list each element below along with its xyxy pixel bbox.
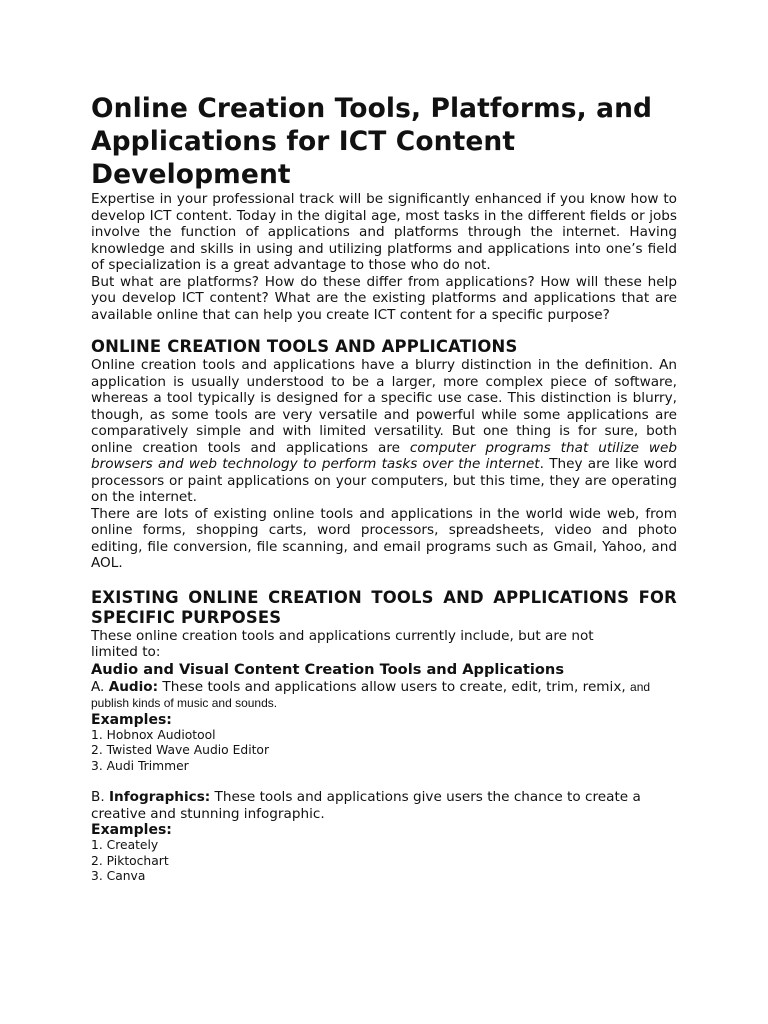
list-item: 3. Audi Trimmer	[91, 758, 189, 773]
document-page	[91, 92, 677, 885]
list-item: 1. Hobnox Audiotool	[91, 727, 216, 742]
audio-examples-list	[91, 728, 677, 775]
document-title: Online Creation Tools, Platforms, and Applications for ICT Content Development	[91, 93, 653, 190]
section2-intro-line-1: These online creation tools and applications currently include, but are not	[91, 627, 594, 644]
section1-paragraph-2: There are lots of existing online tools and applications in the world wide web, from online forms, shopping carts, word processors, spreadsheets, video and photo editing, file conversion, file scanning, and email programs such as Gmail, Yahoo, and AOL.	[91, 505, 677, 571]
infographics-examples-label: Examples:	[91, 822, 172, 838]
audio-prefix: A.	[91, 678, 109, 695]
infographics-description	[91, 789, 677, 822]
infographics-examples-list	[91, 838, 677, 885]
infographics-label: Infographics:	[108, 789, 211, 805]
intro-paragraph-1: Expertise in your professional track will be significantly enhanced if you know how to develop ICT content. Today in the digital age, most tasks in the different fields or jobs involve the function of applications and platforms through the internet. Having knowledge and skills in using and utilizing platforms and applications into one’s field of specialization is a great advantage to those who do not.	[91, 191, 677, 273]
section1-p1-italic-definition: computer programs that utilize web browsers and web technology to perform tasks over the internet	[91, 439, 677, 472]
section-heading-online-creation-tools: ONLINE CREATION TOOLS AND APPLICATIONS	[91, 337, 518, 356]
list-item: 3. Canva	[91, 869, 146, 883]
intro-paragraph-2: But what are platforms? How do these differ from applications? How will these help you develop ICT content? What are the existing platforms and applications that are available online that can help you create ICT content for a specific purpose?	[91, 273, 677, 323]
infographics-text: These tools and applications give users the chance to create a creative and stunning infographic.	[91, 789, 641, 822]
section1-p1-text-before: Online creation tools and applications have a blurry distinction in the definition. An application is usually understood to be a larger, more complex piece of software, whereas a tool typically is designed for a specific use case. This distinction is blurry, though, as some tools are very versatile and powerful while some applications are comparatively simple and with limited versatility. But one thing is for sure, both online creation tools and applications are	[91, 357, 677, 456]
audio-text-small: and publish kinds of music and sounds.	[91, 679, 651, 710]
audio-examples-label: Examples:	[91, 711, 172, 728]
subheading-audio-visual: Audio and Visual Content Creation Tools and Applications	[91, 660, 564, 678]
list-item: 2. Piktochart	[91, 853, 169, 868]
list-item: 1. Creately	[91, 838, 159, 852]
section1-paragraph-1	[91, 357, 677, 506]
section-heading-existing-tools: EXISTING ONLINE CREATION TOOLS AND APPLICATIONS FOR SPECIFIC PURPOSES	[91, 587, 677, 627]
audio-text: These tools and applications allow users to create, edit, trim, remix,	[158, 678, 631, 695]
audio-label: Audio:	[108, 678, 159, 695]
section1-p1-text-after: . They are like word processors or paint applications on your computers, but this time, they are operating on the internet.	[91, 456, 678, 505]
section2-intro-line-2: limited to:	[91, 644, 161, 660]
infographics-prefix: B.	[91, 789, 109, 805]
audio-description	[91, 679, 677, 712]
list-item: 2. Twisted Wave Audio Editor	[91, 743, 270, 757]
